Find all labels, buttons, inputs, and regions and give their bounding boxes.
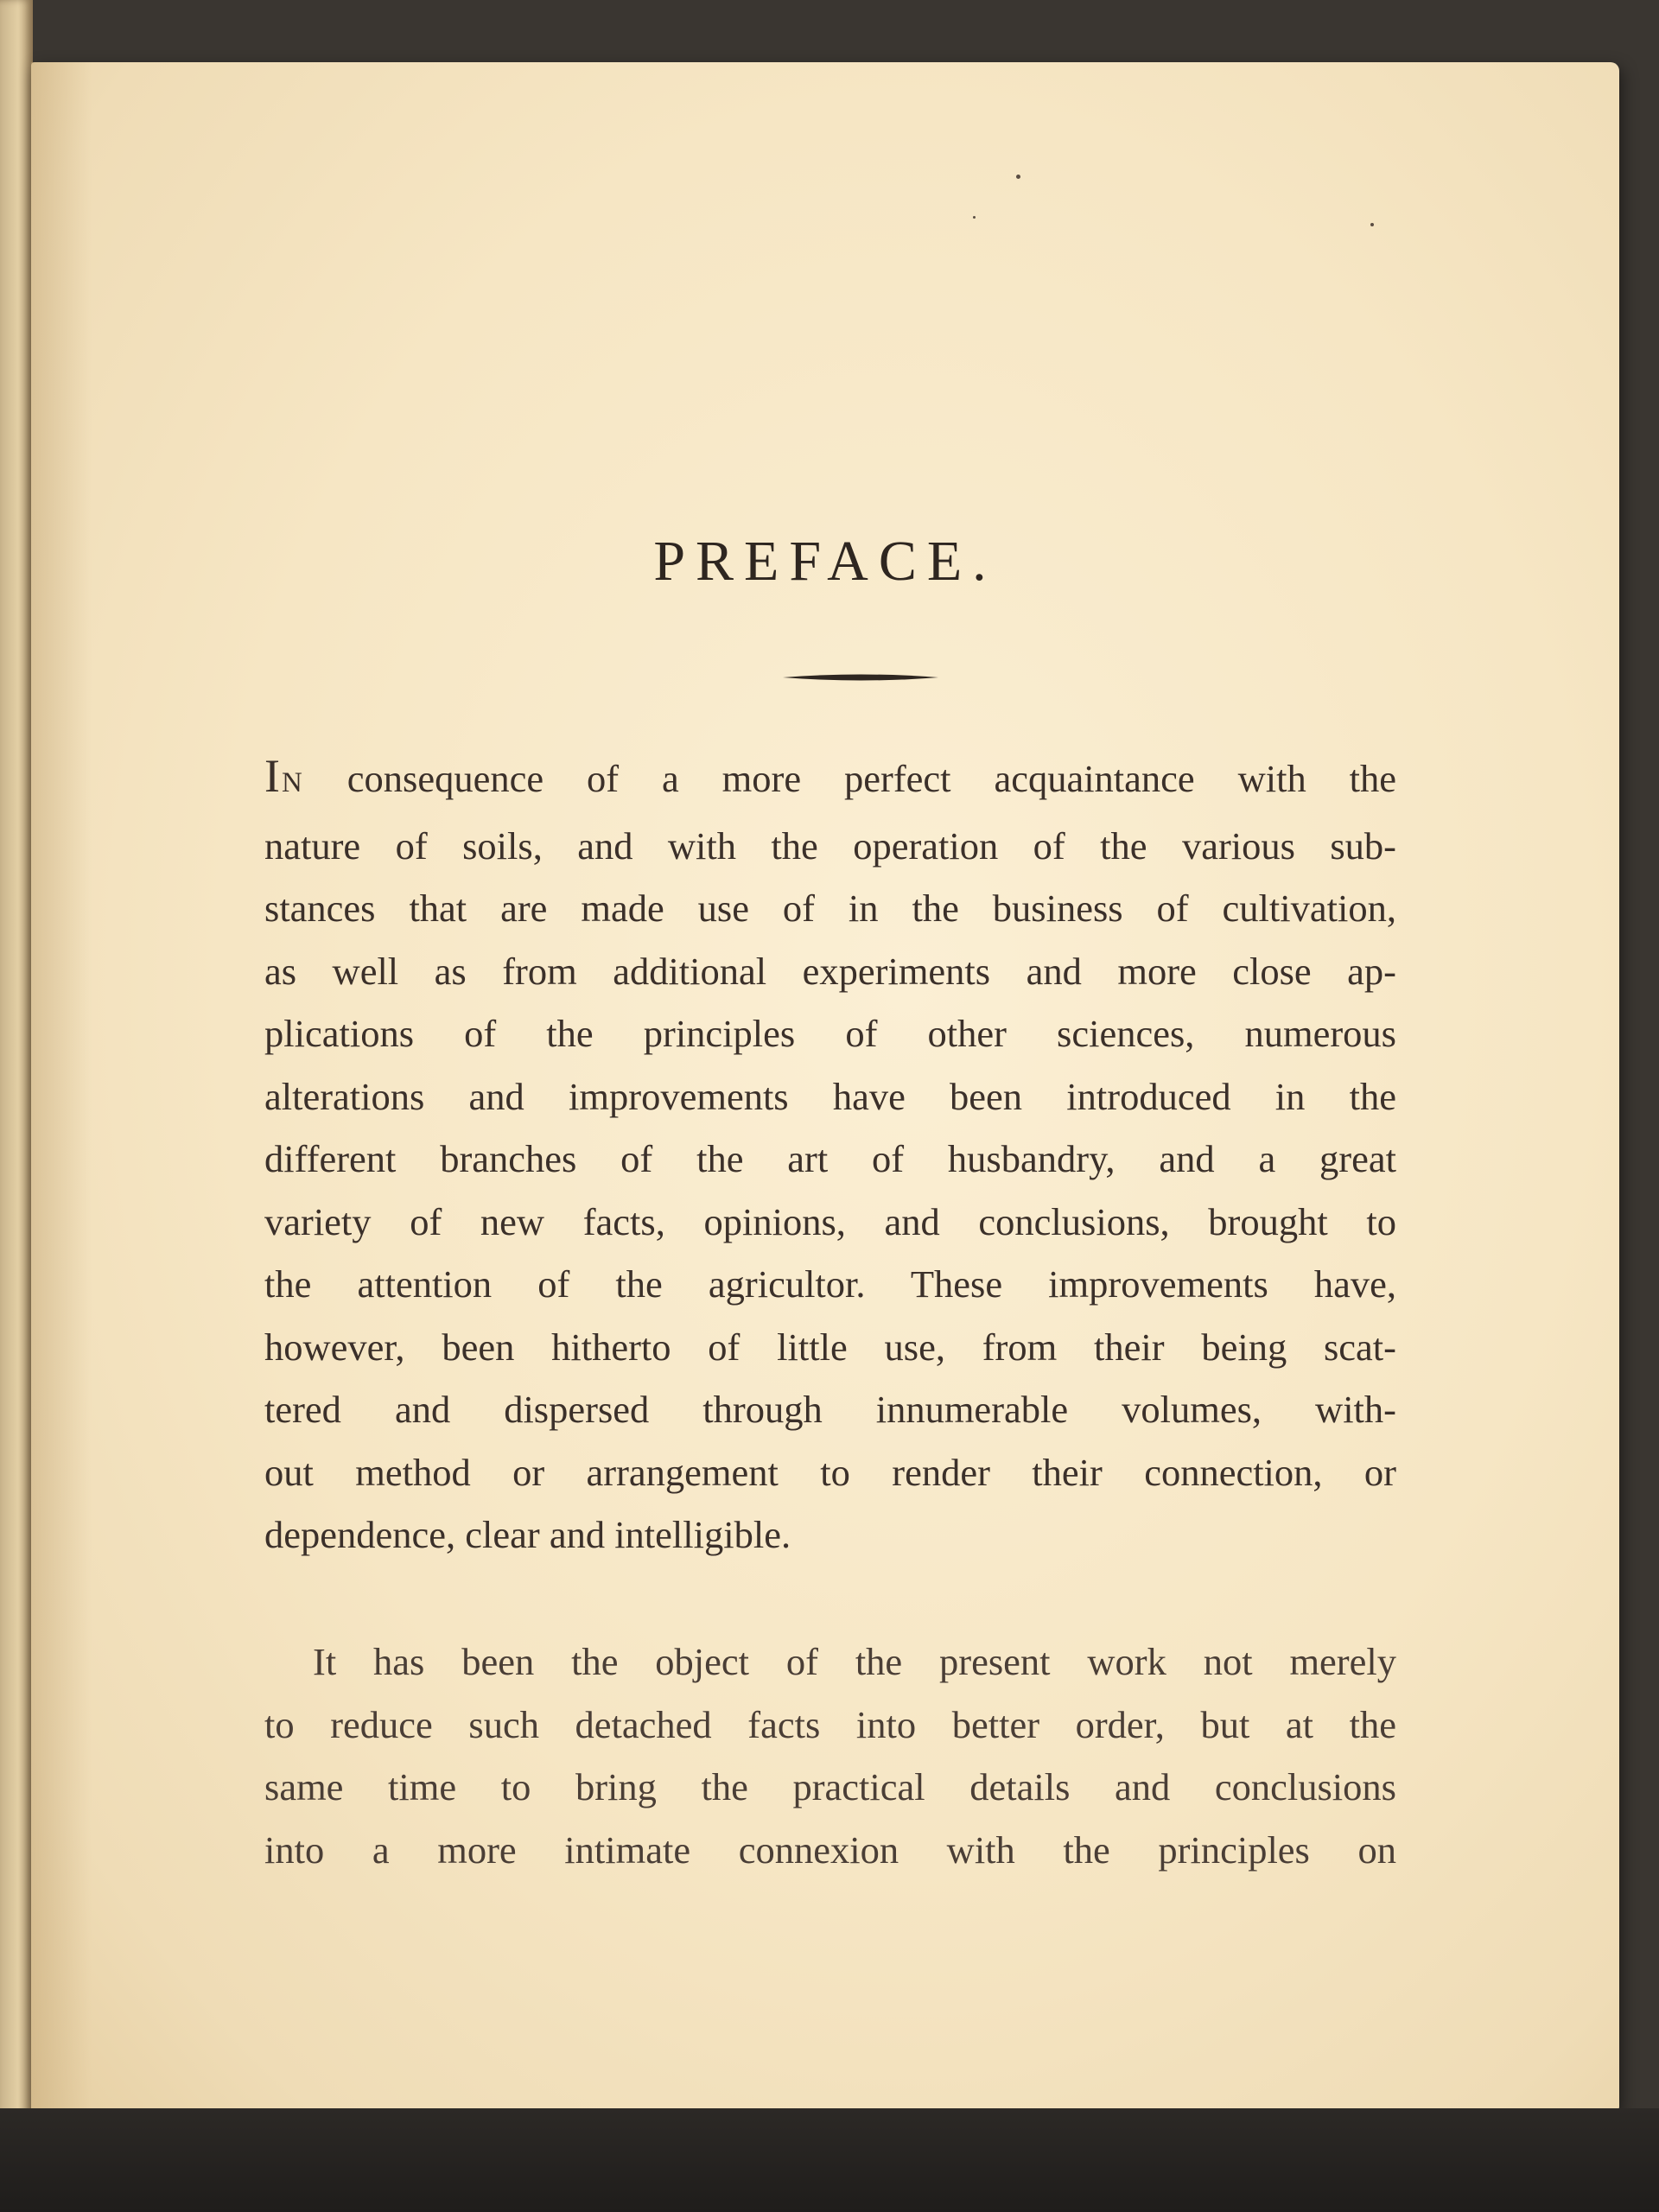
paragraph-2-line-2: to reduce such detached facts into better order, but at the bbox=[264, 1702, 1396, 1746]
paragraph-2-line-3: same time to bring the practical details and conclusions bbox=[264, 1765, 1396, 1808]
paragraph-1-line-9: the attention of the agricultor. These improvements have, bbox=[264, 1262, 1396, 1306]
paragraph-1-line-7: different branches of the art of husbandry, and a great bbox=[264, 1137, 1396, 1180]
dropcap-small-cap: N bbox=[281, 767, 304, 798]
paragraph-2-line-1: It has been the object of the present work not merely bbox=[313, 1640, 1396, 1683]
paragraph-1-line-1 bbox=[264, 745, 1396, 815]
paragraph-1-line-2: nature of soils, and with the operation of the various sub- bbox=[264, 823, 1396, 868]
paragraph-1-line-5: plications of the principles of other sciences, numerous bbox=[264, 1012, 1396, 1055]
dropcap: I bbox=[264, 750, 282, 802]
paragraph-1-line-4: as well as from additional experiments and more close ap- bbox=[264, 949, 1396, 993]
book-page bbox=[31, 62, 1619, 2112]
paragraph-2-line-4: into a more intimate connexion with the principles on bbox=[264, 1827, 1396, 1872]
adjacent-page-edge bbox=[0, 0, 33, 2212]
paragraph-1-line-3: stances that are made use of in the business of cultivation, bbox=[264, 887, 1396, 930]
paragraph-2 bbox=[264, 1630, 1396, 1881]
heading-rule-ornament bbox=[783, 672, 938, 683]
page-heading: PREFACE. bbox=[653, 530, 997, 593]
paper-speck bbox=[1016, 175, 1020, 179]
paper-speck bbox=[973, 216, 976, 219]
paragraph-1-line-12: out method or arrangement to render their connection, or bbox=[264, 1450, 1396, 1494]
paragraph-1-line-10: however, been hitherto of little use, from their being scat- bbox=[264, 1325, 1396, 1369]
paragraph-1-line-11: tered and dispersed through innumerable volumes, with- bbox=[264, 1388, 1396, 1431]
paragraph-1-line-13: dependence, clear and intelligible. bbox=[264, 1513, 791, 1556]
line-text: consequence of a more perfect acquaintance with the bbox=[303, 757, 1396, 800]
paragraph-1 bbox=[264, 745, 1396, 1567]
paragraph-1-line-6: alterations and improvements have been introduced in the bbox=[264, 1074, 1396, 1118]
paper-speck bbox=[1370, 223, 1374, 226]
backdrop bbox=[0, 2108, 1659, 2212]
paragraph-1-line-8: variety of new facts, opinions, and conclusions, brought to bbox=[264, 1199, 1396, 1243]
